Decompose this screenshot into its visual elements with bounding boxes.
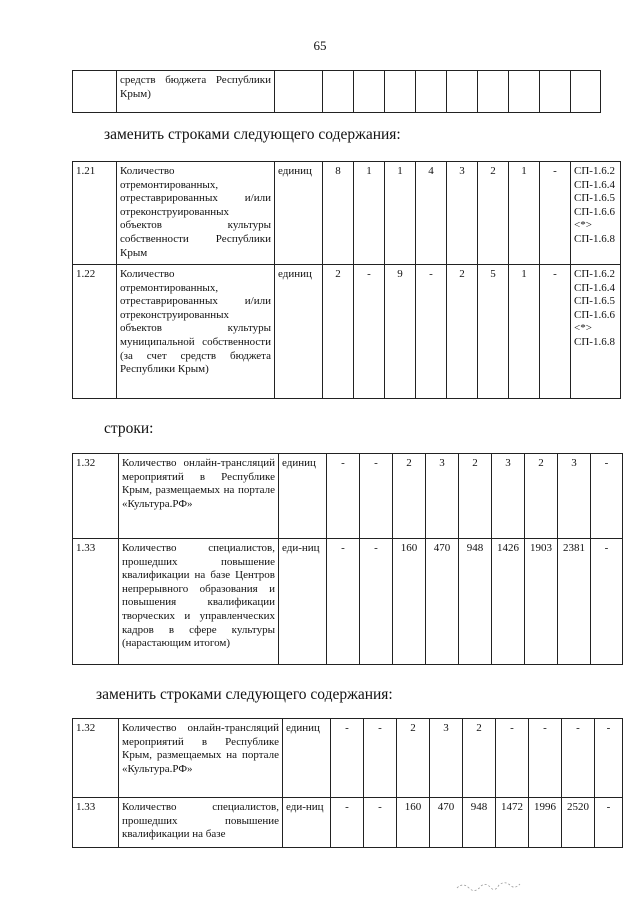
value-cell: 9 (385, 265, 416, 399)
row-number: 1.32 (73, 719, 119, 798)
value-cell: 2 (459, 454, 492, 539)
row-codes: СП-1.6.2 СП-1.6.4 СП-1.6.5 СП-1.6.6 <*> СП-1.6.8 (571, 265, 621, 399)
value-cell: 1996 (529, 798, 562, 848)
row-unit: еди-ниц (283, 798, 331, 848)
row-description: средств бюджета Республики Крым) (117, 71, 275, 113)
value-cell: - (360, 454, 393, 539)
value-cell: 4 (416, 162, 447, 265)
table-row (73, 71, 601, 113)
table-old-rows (72, 453, 623, 665)
row-number: 1.33 (73, 539, 119, 665)
value-cell (354, 71, 385, 113)
row-number: 1.32 (73, 454, 119, 539)
value-cell: 948 (459, 539, 492, 665)
value-cell (323, 71, 354, 113)
row-description: Количество отремонтированных, отреставрированных и/или отреконструированных объектов культуры собственности Республики Крым (117, 162, 275, 265)
value-cell (385, 71, 416, 113)
table-row (73, 162, 621, 265)
value-cell: - (331, 798, 364, 848)
row-codes: - (595, 798, 623, 848)
value-cell: 2520 (562, 798, 595, 848)
value-cell: 2381 (558, 539, 591, 665)
value-cell: - (529, 719, 562, 798)
row-codes (571, 71, 601, 113)
value-cell: 1 (385, 162, 416, 265)
value-cell: 3 (426, 454, 459, 539)
table-row (73, 265, 621, 399)
value-cell: - (364, 798, 397, 848)
page-number: 65 (313, 38, 327, 53)
value-cell: - (360, 539, 393, 665)
heading-replace-2: заменить строками следующего содержания: (96, 686, 393, 703)
value-cell: 1426 (492, 539, 525, 665)
value-cell: 3 (492, 454, 525, 539)
row-description: Количество специалистов, прошедших повышение квалификации на базе (119, 798, 283, 848)
value-cell: 2 (393, 454, 426, 539)
table-row (73, 719, 623, 798)
value-cell: - (540, 162, 571, 265)
value-cell: - (327, 454, 360, 539)
row-number: 1.33 (73, 798, 119, 848)
value-cell: - (331, 719, 364, 798)
row-unit: единиц (283, 719, 331, 798)
value-cell (540, 71, 571, 113)
value-cell: 160 (397, 798, 430, 848)
row-codes: СП-1.6.2 СП-1.6.4 СП-1.6.5 СП-1.6.6 <*> СП-1.6.8 (571, 162, 621, 265)
value-cell: 3 (558, 454, 591, 539)
row-codes: - (591, 539, 623, 665)
row-description: Количество онлайн-трансляций мероприятий в Республике Крым, размещаемых на портале «Культура.РФ» (119, 454, 279, 539)
value-cell: - (416, 265, 447, 399)
row-unit: единиц (275, 162, 323, 265)
value-cell: 3 (447, 162, 478, 265)
value-cell (509, 71, 540, 113)
value-cell: 5 (478, 265, 509, 399)
value-cell: 2 (323, 265, 354, 399)
table-replacement-2 (72, 718, 623, 848)
value-cell: - (540, 265, 571, 399)
row-number: 1.21 (73, 162, 117, 265)
value-cell: 2 (478, 162, 509, 265)
value-cell: - (354, 265, 385, 399)
row-description: Количество отремонтированных, отреставрированных и/или отреконструированных объектов культуры муниципальной собственности (за счет средств бюджета Республики Крым) (117, 265, 275, 399)
value-cell: 1 (354, 162, 385, 265)
row-number (73, 71, 117, 113)
value-cell: - (364, 719, 397, 798)
value-cell (416, 71, 447, 113)
row-description: Количество специалистов, прошедших повышение квалификации на базе Центров непрерывного образования и повышения квалификации творческих и управленческих кадров в сфере культуры (нарастающим итогом) (119, 539, 279, 665)
value-cell: - (327, 539, 360, 665)
table-row (73, 454, 623, 539)
row-unit: единиц (275, 265, 323, 399)
value-cell (478, 71, 509, 113)
table-replacement-1 (72, 161, 621, 399)
row-unit: единиц (279, 454, 327, 539)
table-row (73, 539, 623, 665)
pen-mark (455, 876, 535, 894)
value-cell: 948 (463, 798, 496, 848)
value-cell: 470 (426, 539, 459, 665)
table-continuation (72, 70, 601, 113)
heading-rows: строки: (104, 420, 154, 437)
heading-replace-1: заменить строками следующего содержания: (104, 126, 401, 143)
value-cell: 1472 (496, 798, 529, 848)
row-unit (275, 71, 323, 113)
row-codes: - (595, 719, 623, 798)
value-cell: - (562, 719, 595, 798)
row-number: 1.22 (73, 265, 117, 399)
value-cell: 470 (430, 798, 463, 848)
value-cell: 1 (509, 162, 540, 265)
value-cell: 1903 (525, 539, 558, 665)
row-unit: еди-ниц (279, 539, 327, 665)
row-codes: - (591, 454, 623, 539)
row-description: Количество онлайн-трансляций мероприятий в Республике Крым, размещаемых на портале «Культура.РФ» (119, 719, 283, 798)
value-cell: - (496, 719, 529, 798)
value-cell: 2 (525, 454, 558, 539)
value-cell: 2 (463, 719, 496, 798)
value-cell: 160 (393, 539, 426, 665)
value-cell: 1 (509, 265, 540, 399)
value-cell: 2 (397, 719, 430, 798)
value-cell: 8 (323, 162, 354, 265)
value-cell: 2 (447, 265, 478, 399)
value-cell: 3 (430, 719, 463, 798)
value-cell (447, 71, 478, 113)
table-row (73, 798, 623, 848)
